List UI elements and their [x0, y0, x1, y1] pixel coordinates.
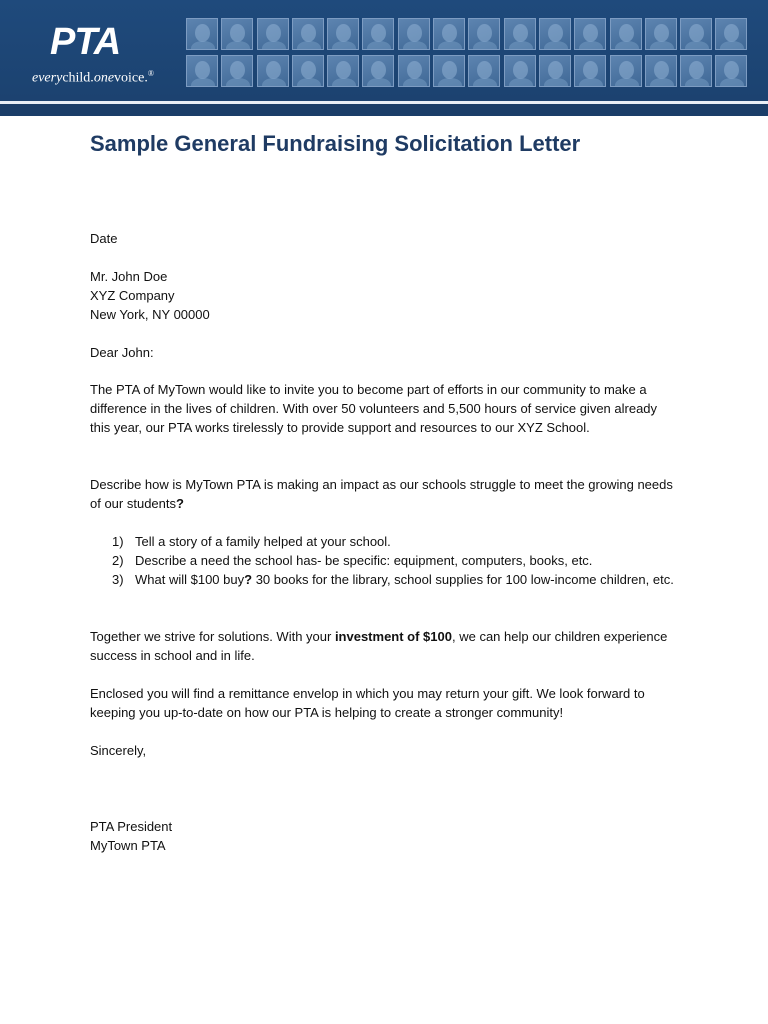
child-photo	[645, 55, 677, 87]
logo-tagline	[32, 65, 154, 88]
closing: Sincerely,	[90, 743, 147, 758]
child-photo	[610, 55, 642, 87]
child-photo	[257, 55, 289, 87]
header-banner	[0, 0, 768, 116]
child-photo	[433, 55, 465, 87]
tagline-every: every	[32, 70, 63, 86]
paragraph-impact	[90, 475, 680, 513]
list-number: 3)	[112, 572, 124, 587]
child-photo	[539, 55, 571, 87]
investment-amount: investment of $100	[334, 629, 452, 644]
letter-title: Sample General Fundraising Solicitation Letter	[90, 131, 581, 156]
list-item	[90, 570, 680, 589]
child-photo	[715, 18, 747, 50]
list-text: 30 books for the library, school supplies for 100 low-income children, etc.	[252, 572, 674, 587]
child-photo	[574, 18, 606, 50]
child-photo	[468, 18, 500, 50]
tagline-one: one	[93, 70, 115, 86]
paragraph-investment	[90, 627, 680, 665]
child-photo	[186, 18, 218, 50]
paragraph-remittance: Enclosed you will find a remittance envelop in which you may return your gift. We look forward to keeping you up-to-date on how our PTA is helping to create a stronger community!	[90, 686, 645, 720]
list-text: What will $100 buy	[135, 572, 245, 587]
child-photo	[398, 55, 430, 87]
list-text: Tell a story of a family helped at your school.	[135, 534, 391, 549]
tagline-child: child.	[62, 70, 94, 86]
child-photo	[327, 18, 359, 50]
logo-mark: PTA	[50, 21, 121, 63]
ideas-list	[90, 532, 680, 589]
child-photo	[292, 18, 324, 50]
list-number: 1)	[112, 534, 124, 549]
child-photo	[186, 55, 218, 87]
child-photo	[398, 18, 430, 50]
child-photo	[504, 18, 536, 50]
child-photo	[539, 18, 571, 50]
child-photo	[221, 18, 253, 50]
child-photo	[680, 18, 712, 50]
child-photo	[574, 55, 606, 87]
list-item	[90, 532, 680, 551]
banner-bottom-strip	[0, 104, 768, 116]
child-photo	[504, 55, 536, 87]
child-photo	[433, 18, 465, 50]
letter-date: Date	[90, 231, 118, 246]
child-photo	[327, 55, 359, 87]
child-photo	[468, 55, 500, 87]
list-text: Describe a need the school has- be specific: equipment, computers, books, etc.	[135, 553, 593, 568]
child-photo	[257, 18, 289, 50]
child-photo	[362, 18, 394, 50]
pta-logo	[30, 20, 180, 86]
recipient-name: Mr. John Doe	[90, 269, 168, 284]
signature-block	[90, 817, 690, 855]
salutation: Dear John:	[90, 345, 154, 360]
child-photo	[362, 55, 394, 87]
child-photo	[610, 18, 642, 50]
investment-text: Together we strive for solutions. With your	[90, 629, 335, 644]
child-photo	[221, 55, 253, 87]
tagline-registered-mark: ®	[147, 69, 154, 78]
recipient-city: New York, NY 00000	[90, 307, 210, 322]
child-photo	[715, 55, 747, 87]
recipient-company: XYZ Company	[90, 288, 175, 303]
children-photo-grid	[186, 18, 748, 88]
child-photo	[680, 55, 712, 87]
child-photo	[292, 55, 324, 87]
list-number: 2)	[112, 553, 124, 568]
list-item	[90, 551, 680, 570]
impact-question-mark: ?	[176, 496, 184, 511]
signer-org: MyTown PTA	[90, 838, 166, 853]
list-text-bold: ?	[244, 572, 253, 587]
recipient-address	[90, 267, 690, 324]
child-photo	[645, 18, 677, 50]
investment-text: , we can help our children experience success in school and in life.	[90, 629, 668, 663]
paragraph-intro: The PTA of MyTown would like to invite you to become part of efforts in our community to make a difference in the lives of children. With over 50 volunteers and 5,500 hours of service given already this year, our PTA works tirelessly to provide support and resources to our XYZ School.	[90, 382, 658, 435]
impact-text: Describe how is MyTown PTA is making an impact as our schools struggle to meet the growing needs of our students	[90, 477, 673, 511]
tagline-voice: voice.	[114, 70, 148, 86]
signer-title: PTA President	[90, 819, 173, 834]
